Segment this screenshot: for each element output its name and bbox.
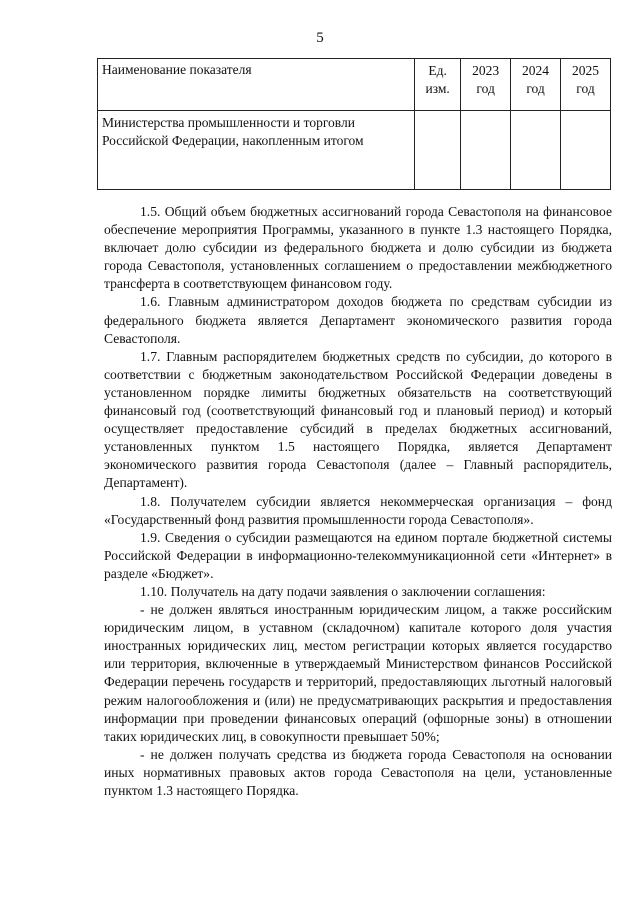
- header-indicator-name: Наименование показателя: [98, 59, 415, 111]
- paragraph-1-8: 1.8. Получателем субсидии является некоммерческая организация – фонд «Государственный фонд развития промышленности города Севастополя».: [104, 493, 612, 527]
- document-body: [104, 203, 612, 800]
- row-year-2025: [561, 111, 611, 190]
- paragraph-1-6: 1.6. Главным администратором доходов бюджета по средствам субсидии из федерального бюджета является Департамент экономического развития города Севастополя.: [104, 294, 612, 346]
- header-unit: Ед. изм.: [415, 59, 461, 111]
- paragraph-1-9: 1.9. Сведения о субсидии размещаются на едином портале бюджетной системы Российской Федерации в информационно-телекоммуникационной сети «Интернет» в разделе «Бюджет».: [104, 529, 612, 581]
- page-number: 5: [316, 30, 324, 46]
- list-item: - не должен являться иностранным юридическим лицом, а также российским юридическим лицом, в уставном (складочном) капитале которого доля участия иностранных юридических лиц, местом регистрации которых является государство или территория, включенные в утверждаемый Министерством финансов Российской Федерации перечень государств и территорий, предоставляющих льготный налоговый режим налогообложения и (или) не предусматривающих раскрытия и предоставления информации при проведении финансовых операций (офшорные зоны) в отношении таких юридических лиц, в совокупности превышает 50%;: [104, 602, 612, 744]
- paragraph-1-5: 1.5. Общий объем бюджетных ассигнований города Севастополя на финансовое обеспечение мероприятия Программы, указанного в пункте 1.3 настоящего Порядка, включает долю субсидии из федерального бюджета и долю субсидии из бюджета города Севастополя, установленных соглашением о предоставлении межбюджетного трансферта в соответствующем финансовом году.: [104, 204, 612, 292]
- row-year-2024: [511, 111, 561, 190]
- row-unit: [415, 111, 461, 190]
- table-header-row: [98, 59, 611, 111]
- paragraph-1-10: 1.10. Получатель на дату подачи заявления о заключении соглашения:: [140, 583, 546, 599]
- header-year-2024: 2024 год: [511, 59, 561, 111]
- row-indicator-name: Министерства промышленности и торговли Российской Федерации, накопленным итогом: [98, 111, 415, 190]
- list-item: - не должен получать средства из бюджета города Севастополя на основании иных нормативных правовых актов города Севастополя на цели, установленные пунктом 1.3 настоящего Порядка.: [104, 746, 612, 798]
- paragraph-1-7: 1.7. Главным распорядителем бюджетных средств по субсидии, до которого в соответствии с бюджетным законодательством Российской Федерации доведены в установленном порядке лимиты бюджетных обязательств на соответствующий финансовый год (соответствующий финансовый год и плановый период) и который осуществляет предоставление субсидий в пределах бюджетных ассигнований, установленных пунктом 1.5 настоящего Порядка, является Департамент экономического развития города Севастополя (далее – Главный распорядитель, Департамент).: [104, 348, 612, 491]
- header-year-2025: 2025 год: [561, 59, 611, 111]
- header-year-2023: 2023 год: [461, 59, 511, 111]
- table-row: [98, 111, 611, 190]
- row-year-2023: [461, 111, 511, 190]
- indicators-table: [97, 58, 611, 190]
